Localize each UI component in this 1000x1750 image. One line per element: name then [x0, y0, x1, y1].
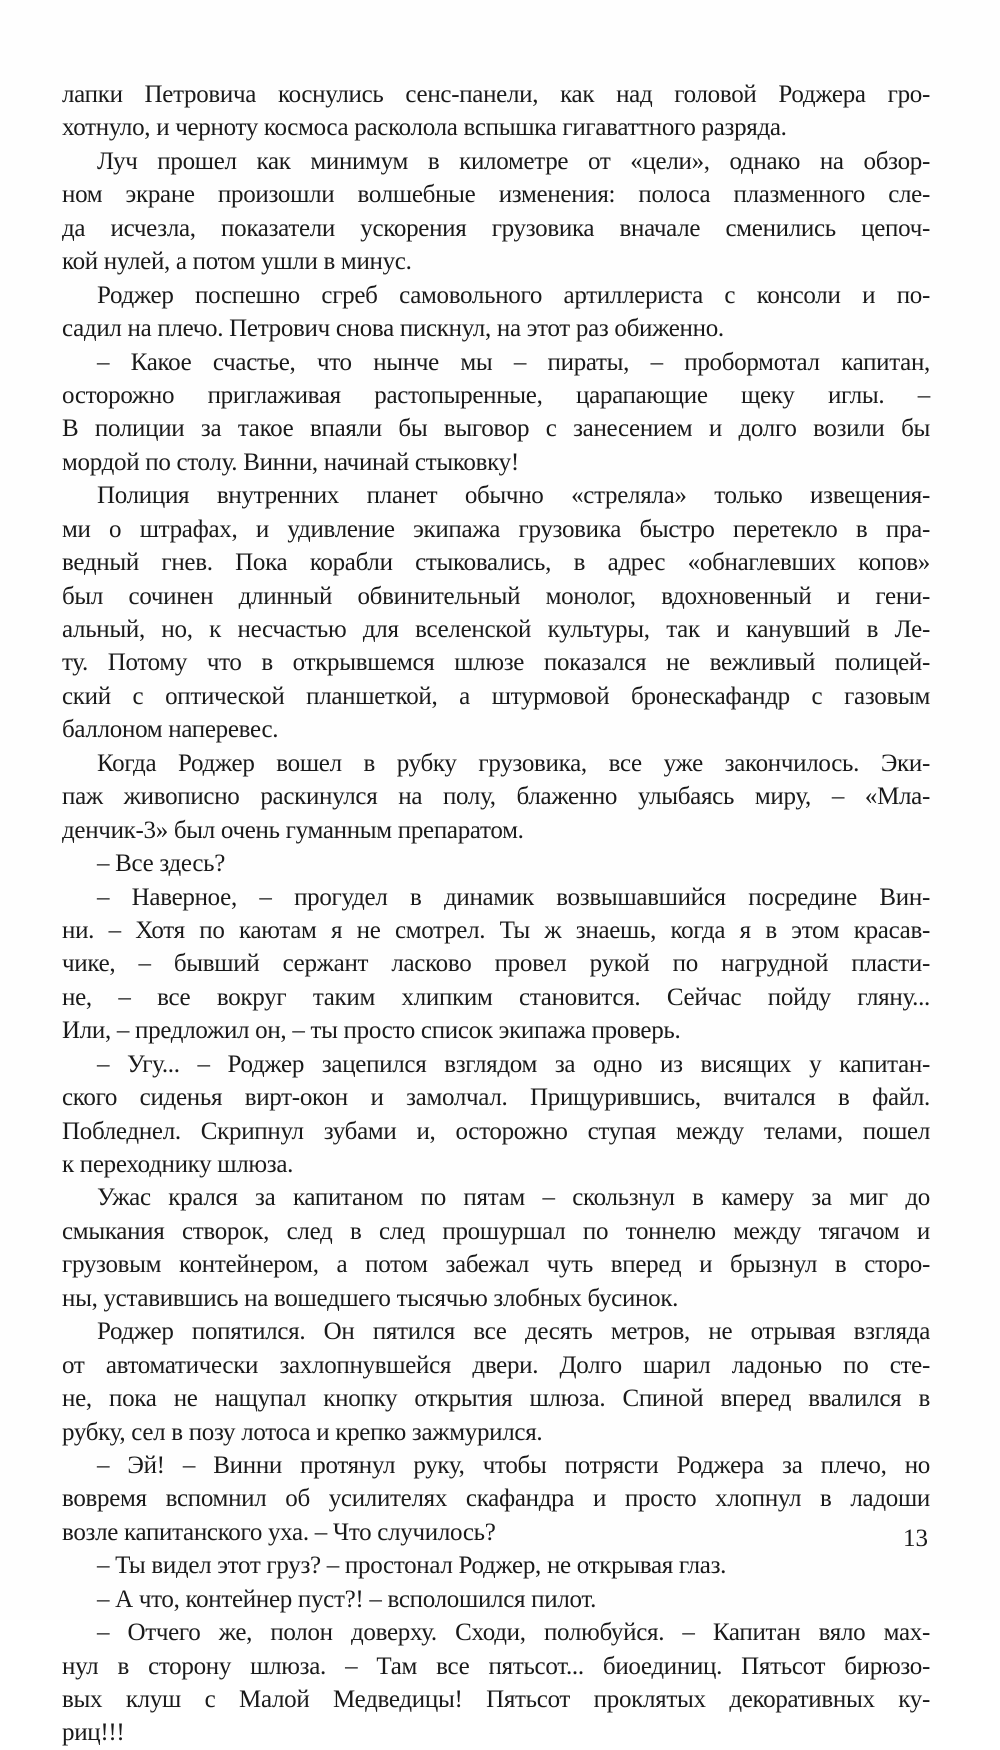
text-line: риц!!!: [62, 1719, 125, 1747]
text-line: Или, – предложил он, – ты просто список экипажа проверь.: [62, 1017, 681, 1045]
text-line: ном экране произошли волшебные изменения: полоса плазменного сле-: [62, 181, 930, 209]
text-line: осторожно приглаживая растопыренные, царапающие щеку иглы. –: [62, 381, 930, 409]
text-line: денчик-3» был очень гуманным препаратом.: [62, 816, 524, 844]
text-line: мордой по столу. Винни, начинай стыковку!: [62, 448, 519, 476]
text-line: кой нулей, а потом ушли в минус.: [62, 248, 412, 276]
page-number: 13: [903, 1525, 928, 1552]
text-line: ны, уставившись на вошедшего тысячью злобных бусинок.: [62, 1284, 679, 1312]
text-line: грузовым контейнером, а потом забежал чуть вперед и брызнул в сторо-: [62, 1251, 930, 1279]
text-line: – Какое счастье, что нынче мы – пираты, – пробормотал капитан,: [97, 348, 930, 376]
text-line: не, пока не нащупал кнопку открытия шлюза. Спиной вперед ввалился в: [62, 1385, 930, 1413]
page-body-text: [62, 78, 930, 1750]
text-line: рубку, сел в позу лотоса и крепко зажмурился.: [62, 1418, 543, 1446]
text-line: – А что, контейнер пуст?! – всполошился пилот.: [97, 1585, 597, 1613]
text-line: нул в сторону шлюза. – Там все пятьсот... биоединиц. Пятьсот бирюзо-: [62, 1652, 930, 1680]
text-line: вовремя вспомнил об усилителях скафандра и просто хлопнул в ладоши: [62, 1485, 930, 1513]
text-line: – Наверное, – прогудел в динамик возвышавшийся посредине Вин-: [97, 883, 930, 911]
text-line: ского сиденья вирт-окон и замолчал. Прищурившись, вчитался в файл.: [62, 1084, 930, 1112]
text-line: – Эй! – Винни протянул руку, чтобы потрясти Роджера за плечо, но: [97, 1451, 930, 1479]
text-line: хотнуло, и черноту космоса расколола вспышка гигаваттного разряда.: [62, 114, 787, 142]
text-line: баллоном наперевес.: [62, 716, 279, 744]
text-line: садил на плечо. Петрович снова пискнул, на этот раз обиженно.: [62, 315, 724, 343]
text-line: был сочинен длинный обвинительный монолог, вдохновенный и гени-: [62, 582, 930, 610]
text-line: от автоматически захлопнувшейся двери. Долго шарил ладонью по сте-: [62, 1351, 930, 1379]
text-line: альный, но, к несчастью для вселенской культуры, так и канувший в Ле-: [62, 616, 930, 643]
text-line: возле капитанского уха. – Что случилось?: [62, 1518, 496, 1546]
text-line: ту. Потому что в открывшемся шлюзе показался не вежливый полицей-: [62, 649, 930, 677]
text-line: Полиция внутренних планет обычно «стреляла» только извещения-: [97, 482, 930, 510]
text-line: – Ты видел этот груз? – простонал Роджер, не открывая глаз.: [97, 1552, 727, 1580]
text-line: вых клуш с Малой Медведицы! Пятьсот проклятых декоративных ку-: [62, 1686, 930, 1713]
text-line: да исчезла, показатели ускорения грузовика вначале сменились цепоч-: [62, 214, 930, 242]
text-line: – Угу... – Роджер зацепился взглядом за одно из висящих у капитан-: [97, 1050, 930, 1078]
text-line: – Отчего же, полон доверху. Сходи, полюбуйся. – Капитан вяло мах-: [97, 1619, 930, 1647]
text-line: В полиции за такое впаяли бы выговор с занесением и долго возили бы: [62, 415, 930, 443]
text-line: паж живописно раскинулся на полу, блаженно улыбаясь миру, – «Мла-: [62, 783, 930, 811]
text-line: чике, – бывший сержант ласково провел рукой по нагрудной пласти-: [62, 950, 930, 978]
text-line: к переходнику шлюза.: [62, 1151, 294, 1178]
text-line: ми о штрафах, и удивление экипажа грузовика быстро перетекло в пра-: [62, 515, 930, 543]
text-line: Роджер попятился. Он пятился все десять метров, не отрывая взгляда: [97, 1318, 930, 1346]
text-line: Когда Роджер вошел в рубку грузовика, все уже закончилось. Эки-: [97, 749, 930, 777]
text-line: не, – все вокруг таким хлипким становится. Сейчас пойду гляну...: [62, 983, 930, 1011]
text-line: ни. – Хотя по каютам я не смотрел. Ты ж знаешь, когда я в этом красав-: [62, 916, 930, 944]
text-line: Луч прошел как минимум в километре от «цели», однако на обзор-: [97, 147, 930, 175]
text-line: Ужас крался за капитаном по пятам – скользнул в камеру за миг до: [97, 1184, 930, 1212]
text-line: смыкания створок, след в след прошуршал по тоннелю между тягачом и: [62, 1217, 930, 1245]
text-line: ский с оптической планшеткой, а штурмовой бронескафандр с газовым: [62, 682, 930, 710]
text-line: ведный гнев. Пока корабли стыковались, в адрес «обнаглевших копов»: [62, 549, 930, 577]
text-line: Побледнел. Скрипнул зубами и, осторожно ступая между телами, пошел: [62, 1117, 930, 1145]
text-line: лапки Петровича коснулись сенс-панели, как над головой Роджера гро-: [62, 81, 930, 108]
text-line: – Все здесь?: [97, 850, 226, 878]
text-line: Роджер поспешно сгреб самовольного артиллериста с консоли и по-: [97, 281, 930, 309]
